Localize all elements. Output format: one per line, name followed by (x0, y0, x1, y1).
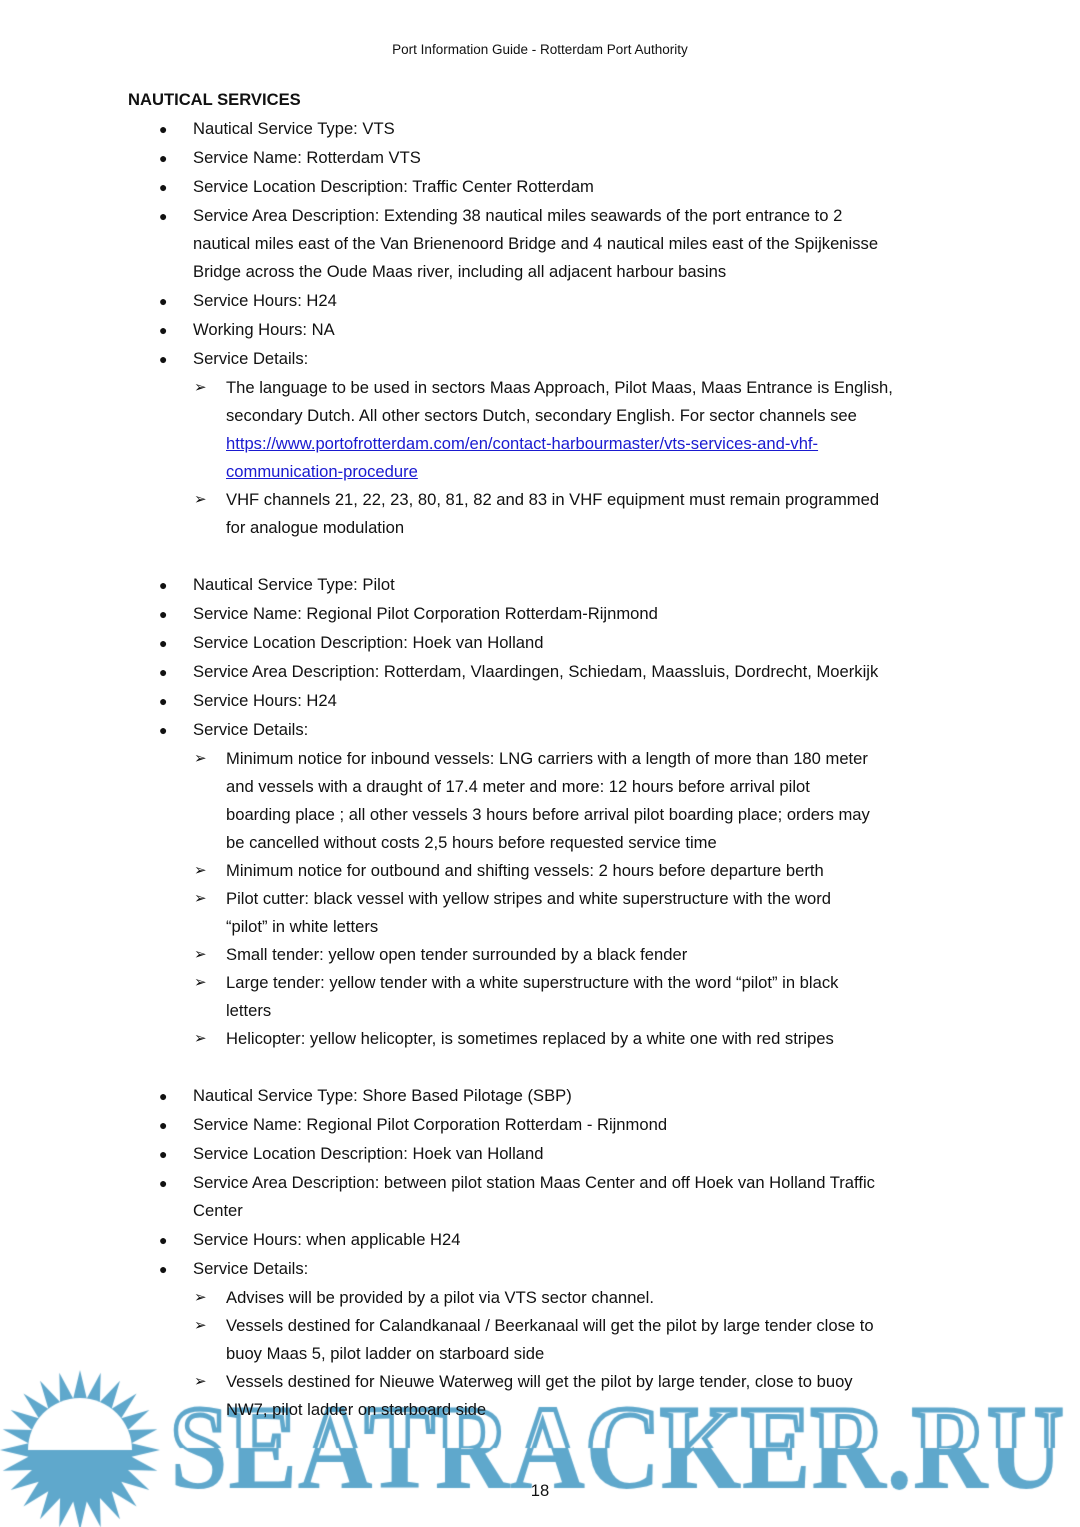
detail-text-line: Helicopter: yellow helicopter, is sometimes replaced by a white one with red stripes (226, 1029, 834, 1048)
detail-text-line: Minimum notice for outbound and shifting vessels: 2 hours before departure berth (226, 861, 824, 880)
detail-item (128, 1312, 968, 1368)
detail-text-line: Small tender: yellow open tender surrounded by a black fender (226, 945, 688, 964)
page-header: Port Information Guide - Rotterdam Port Authority (392, 42, 688, 57)
bullet-item (128, 1255, 968, 1283)
arrow-bullet-icon: ➢ (194, 946, 207, 963)
bullet-item (128, 287, 968, 315)
detail-item (128, 1025, 968, 1053)
bullet-item (128, 115, 968, 143)
bullet-item (128, 1140, 968, 1168)
bullet-icon: ● (159, 1175, 168, 1191)
bullet-item (128, 144, 968, 172)
detail-text-line: Vessels destined for Calandkanaal / Beerkanaal will get the pilot by large tender close to (226, 1316, 874, 1335)
bullet-item (128, 629, 968, 657)
bullet-item (128, 1226, 968, 1254)
detail-item (128, 885, 968, 941)
item-text-line: Service Location Description: Hoek van Holland (193, 633, 544, 652)
bullet-item (128, 202, 968, 286)
detail-text-line: letters (226, 1001, 272, 1020)
service-groups (128, 115, 968, 1424)
arrow-bullet-icon: ➢ (194, 974, 207, 991)
detail-text-line: Minimum notice for inbound vessels: LNG carriers with a length of more than 180 meter (226, 749, 868, 768)
detail-text-line: boarding place ; all other vessels 3 hours before arrival pilot boarding place; orders may (226, 805, 870, 824)
detail-text-line: VHF channels 21, 22, 23, 80, 81, 82 and 83 in VHF equipment must remain programmed (226, 490, 880, 509)
bullet-item (128, 658, 968, 686)
detail-text-line: Vessels destined for Nieuwe Waterweg will get the pilot by large tender, close to buoy (226, 1372, 853, 1391)
bullet-icon: ● (159, 121, 168, 137)
detail-text-line: Pilot cutter: black vessel with yellow stripes and white superstructure with the word (226, 889, 832, 908)
service-group (128, 115, 968, 542)
vts-procedure-link[interactable]: https://www.portofrotterdam.com/en/contact-harbourmaster/vts-services-and-vhf- (226, 434, 819, 453)
arrow-bullet-icon: ➢ (194, 1030, 207, 1047)
item-text-line: Bridge across the Oude Maas river, including all adjacent harbour basins (193, 262, 727, 281)
detail-text-line: secondary Dutch. All other sectors Dutch, secondary English. For sector channels see (226, 406, 857, 425)
bullet-icon: ● (159, 322, 168, 338)
bullet-item (128, 1169, 968, 1225)
detail-text-line: and vessels with a draught of 17.4 meter and more: 12 hours before arrival pilot (226, 777, 810, 796)
item-text-line: Service Hours: H24 (193, 691, 337, 710)
bullet-icon: ● (159, 693, 168, 709)
arrow-bullet-icon: ➢ (194, 379, 207, 396)
detail-item (128, 1284, 968, 1312)
item-text-line: Service Area Description: Rotterdam, Vlaardingen, Schiedam, Maassluis, Dordrecht, Moerkijk (193, 662, 879, 681)
bullet-icon: ● (159, 664, 168, 680)
bullet-item (128, 716, 968, 744)
item-text-line: Nautical Service Type: Shore Based Pilotage (SBP) (193, 1086, 572, 1105)
detail-text-line: be cancelled without costs 2,5 hours before requested service time (226, 833, 717, 852)
arrow-bullet-icon: ➢ (194, 491, 207, 508)
item-text-line: Service Details: (193, 720, 309, 739)
bullet-icon: ● (159, 208, 168, 224)
detail-item (128, 969, 968, 1025)
detail-item (128, 857, 968, 885)
detail-item (128, 486, 968, 542)
item-text-line: Nautical Service Type: Pilot (193, 575, 395, 594)
vts-procedure-link[interactable]: communication-procedure (226, 462, 418, 481)
item-text-line: Nautical Service Type: VTS (193, 119, 395, 138)
bullet-item (128, 1082, 968, 1110)
bullet-item (128, 600, 968, 628)
item-text-line: Working Hours: NA (193, 320, 335, 339)
bullet-item (128, 345, 968, 373)
detail-text-line: Large tender: yellow tender with a white superstructure with the word “pilot” in black (226, 973, 839, 992)
item-text-line: Service Name: Rotterdam VTS (193, 148, 421, 167)
arrow-bullet-icon: ➢ (194, 750, 207, 767)
bullet-icon: ● (159, 606, 168, 622)
item-text-line: Service Details: (193, 349, 309, 368)
item-text-line: Service Area Description: Extending 38 nautical miles seawards of the port entrance to 2 (193, 206, 843, 225)
detail-item (128, 1368, 968, 1424)
bullet-icon: ● (159, 1232, 168, 1248)
item-text-line: Service Area Description: between pilot station Maas Center and off Hoek van Holland Traffic (193, 1173, 875, 1192)
arrow-bullet-icon: ➢ (194, 1289, 207, 1306)
bullet-icon: ● (159, 1088, 168, 1104)
bullet-item (128, 1111, 968, 1139)
bullet-icon: ● (159, 635, 168, 651)
detail-text-line: NW7, pilot ladder on starboard side (226, 1400, 487, 1419)
bullet-icon: ● (159, 1261, 168, 1277)
item-text-line: Service Location Description: Traffic Center Rotterdam (193, 177, 594, 196)
document-body (128, 86, 968, 1453)
item-text-line: Service Hours: when applicable H24 (193, 1230, 461, 1249)
bullet-icon: ● (159, 351, 168, 367)
bullet-icon: ● (159, 179, 168, 195)
bullet-icon: ● (159, 1117, 168, 1133)
detail-text-line: The language to be used in sectors Maas Approach, Pilot Maas, Maas Entrance is English, (226, 378, 893, 397)
arrow-bullet-icon: ➢ (194, 862, 207, 879)
service-group (128, 1082, 968, 1424)
section-title: NAUTICAL SERVICES (128, 90, 301, 109)
detail-text-line: buoy Maas 5, pilot ladder on starboard side (226, 1344, 545, 1363)
bullet-icon: ● (159, 1146, 168, 1162)
detail-item (128, 745, 968, 857)
service-group (128, 571, 968, 1053)
bullet-item (128, 173, 968, 201)
bullet-icon: ● (159, 722, 168, 738)
arrow-bullet-icon: ➢ (194, 890, 207, 907)
bullet-item (128, 687, 968, 715)
page-number: 18 (530, 1481, 550, 1500)
bullet-icon: ● (159, 577, 168, 593)
bullet-item (128, 571, 968, 599)
arrow-bullet-icon: ➢ (194, 1317, 207, 1334)
item-text-line: Center (193, 1201, 243, 1220)
item-text-line: Service Name: Regional Pilot Corporation Rotterdam-Rijnmond (193, 604, 658, 623)
detail-item (128, 374, 968, 486)
detail-item (128, 941, 968, 969)
bullet-icon: ● (159, 150, 168, 166)
detail-text-line: for analogue modulation (226, 518, 405, 537)
item-text-line: Service Hours: H24 (193, 291, 337, 310)
detail-text-line: Advises will be provided by a pilot via VTS sector channel. (226, 1288, 654, 1307)
detail-text-line: “pilot” in white letters (226, 917, 379, 936)
item-text-line: nautical miles east of the Van Brienenoord Bridge and 4 nautical miles east of the Spijkenisse (193, 234, 879, 253)
arrow-bullet-icon: ➢ (194, 1373, 207, 1390)
bullet-item (128, 316, 968, 344)
bullet-icon: ● (159, 293, 168, 309)
item-text-line: Service Location Description: Hoek van Holland (193, 1144, 544, 1163)
item-text-line: Service Name: Regional Pilot Corporation Rotterdam - Rijnmond (193, 1115, 668, 1134)
item-text-line: Service Details: (193, 1259, 309, 1278)
